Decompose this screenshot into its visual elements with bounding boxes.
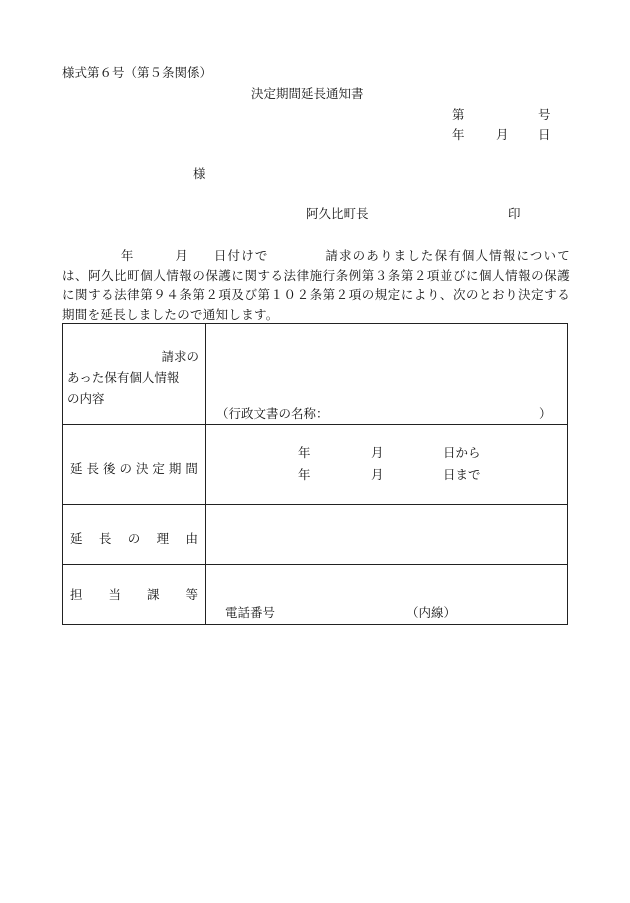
- body-text: 請求のありました保有個人情報については、阿久比町個人情報の保護に関する法律施行条例第３条第２項並びに個人情報の保護に関する法律第９４条第２項及び第１０２条第２項の規定により、次のとおり決定する期間を延長しましたので通知します。: [62, 248, 570, 322]
- to-day-label: 日まで: [443, 467, 481, 482]
- body-paragraph: [62, 246, 570, 324]
- date-year-label: 年: [452, 127, 465, 142]
- sender-name: 阿久比町長: [306, 206, 369, 221]
- seal-mark: 印: [508, 206, 521, 221]
- extended-period-label: 延 長 後 の 決 定 期 間: [70, 461, 198, 476]
- date-month-label: 月: [496, 127, 509, 142]
- table-row: [63, 505, 568, 565]
- form-number: 様式第６号（第５条関係）: [62, 65, 213, 80]
- requested-info-label-line2: あった保有個人情報: [67, 370, 180, 385]
- phone-number-label: 電話番号: [225, 605, 276, 620]
- extension-reason-label: 延 長 の 理 由: [70, 531, 198, 546]
- body-date-suffix: 日付けで: [213, 248, 269, 263]
- department-label-cell: [63, 565, 206, 625]
- doc-number-prefix: 第: [452, 107, 465, 122]
- extension-details-table: [62, 323, 568, 625]
- extension-reason-value-cell[interactable]: [206, 505, 568, 565]
- body-date-year: 年: [120, 248, 135, 263]
- requested-info-label-line1: 請求の: [161, 349, 199, 364]
- table-row: [63, 425, 568, 505]
- from-day-label: 日から: [443, 445, 481, 460]
- extended-period-label-cell: [63, 425, 206, 505]
- body-date-month: 月: [174, 248, 190, 263]
- document-title: 決定期間延長通知書: [251, 86, 364, 101]
- date-day-label: 日: [538, 127, 551, 142]
- document-name-open: （行政文書の名称：: [216, 406, 329, 421]
- table-row: [63, 324, 568, 425]
- extended-period-value-cell[interactable]: [206, 425, 568, 505]
- to-month-label: 月: [371, 467, 384, 482]
- extension-label: （内線）: [406, 605, 457, 620]
- requested-info-label-line3: の内容: [67, 391, 105, 406]
- department-value-cell[interactable]: [206, 565, 568, 625]
- extension-reason-label-cell: [63, 505, 206, 565]
- document-name-close: ）: [539, 406, 552, 421]
- requested-info-label-cell: [63, 324, 206, 425]
- from-month-label: 月: [371, 445, 384, 460]
- from-year-label: 年: [298, 445, 311, 460]
- addressee-honorific: 様: [193, 166, 206, 181]
- to-year-label: 年: [298, 467, 311, 482]
- department-label: 担 当 課 等: [70, 587, 198, 602]
- requested-info-value-cell[interactable]: [206, 324, 568, 425]
- table-row: [63, 565, 568, 625]
- doc-number-suffix: 号: [538, 107, 551, 122]
